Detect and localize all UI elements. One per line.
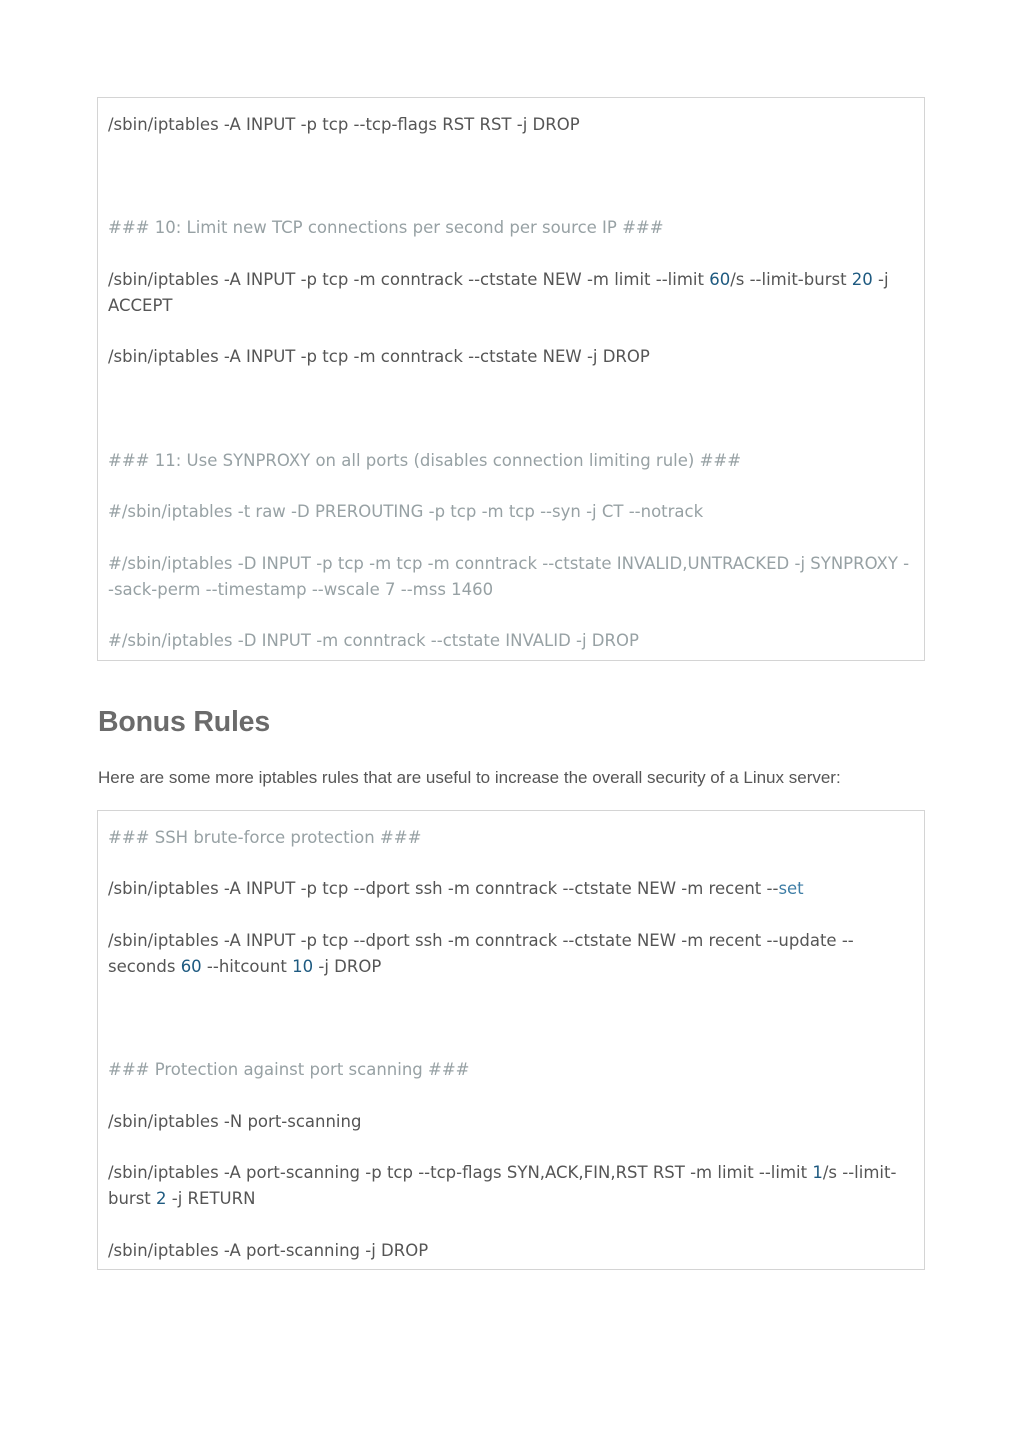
section-intro: Here are some more iptables rules that are useful to increase the overall security of a Linux server: — [98, 768, 841, 787]
code-line-raw-notrack: #/sbin/iptables -t raw -D PREROUTING -p tcp -m tcp --syn -j CT --notrack — [108, 502, 704, 521]
section-title: Bonus Rules — [98, 706, 270, 738]
limit-burst-value: 2 — [156, 1189, 167, 1208]
code-line-new-chain: /sbin/iptables -N port-scanning — [108, 1112, 362, 1131]
code-comment-ssh: ### SSH brute-force protection ### — [108, 828, 422, 847]
code-line-invalid-drop: #/sbin/iptables -D INPUT -m conntrack --ctstate INVALID -j DROP — [108, 631, 639, 650]
code-comment-port-scan: ### Protection against port scanning ### — [108, 1060, 470, 1079]
code-line-port-scan-drop: /sbin/iptables -A port-scanning -j DROP — [108, 1241, 429, 1260]
code-line-synproxy: #/sbin/iptables -D INPUT -p tcp -m tcp -m conntrack --ctstate INVALID,UNTRACKED -j SYNPROXY --sack-perm --timestamp --wscale 7 --mss 1460 — [108, 554, 910, 599]
keyword-set: set — [778, 879, 804, 898]
code-line-ssh-set: /sbin/iptables -A INPUT -p tcp --dport ssh -m conntrack --ctstate NEW -m recent --set — [108, 879, 804, 898]
code-comment-synproxy: ### 11: Use SYNPROXY on all ports (disables connection limiting rule) ### — [108, 451, 742, 470]
code-line-ssh-update: /sbin/iptables -A INPUT -p tcp --dport ssh -m conntrack --ctstate NEW -m recent --update --seconds 60 --hitcount 10 -j DROP — [108, 931, 854, 976]
limit-value: 60 — [709, 270, 731, 289]
limit-value: 1 — [812, 1163, 823, 1182]
code-line-rst-drop: /sbin/iptables -A INPUT -p tcp --tcp-flags RST RST -j DROP — [108, 115, 580, 134]
code-line-limit-accept: /sbin/iptables -A INPUT -p tcp -m conntrack --ctstate NEW -m limit --limit 60/s --limit-burst 20 -j ACCEPT — [108, 270, 894, 315]
code-line-new-drop: /sbin/iptables -A INPUT -p tcp -m conntrack --ctstate NEW -j DROP — [108, 347, 650, 366]
hitcount-value: 10 — [292, 957, 314, 976]
code-comment-limit-tcp: ### 10: Limit new TCP connections per second per source IP ### — [108, 218, 664, 237]
code-block-bonus-rules — [97, 810, 925, 1270]
limit-burst-value: 20 — [851, 270, 873, 289]
code-line-port-scan-return: /sbin/iptables -A port-scanning -p tcp --tcp-flags SYN,ACK,FIN,RST RST -m limit --limit 1/s --limit-burst 2 -j RETURN — [108, 1163, 897, 1208]
code-block-ddos-rules — [97, 97, 925, 661]
seconds-value: 60 — [180, 957, 202, 976]
